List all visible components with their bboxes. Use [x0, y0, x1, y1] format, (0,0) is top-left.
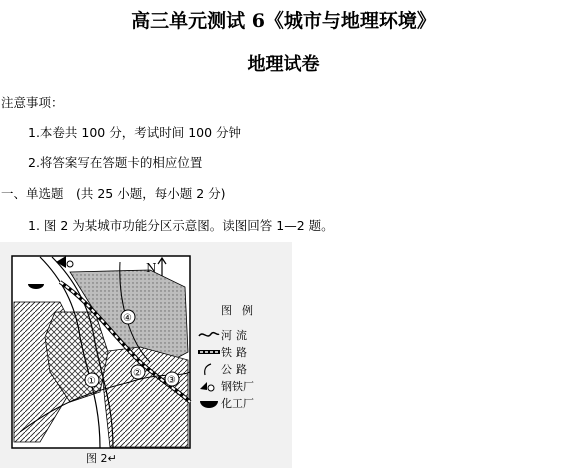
city-zoning-figure [0, 242, 292, 468]
steel-factory-icon [197, 379, 221, 393]
page-subtitle: 地理试卷 [247, 54, 320, 75]
north-label: N [146, 261, 157, 275]
railway-icon [197, 345, 221, 359]
notice-item-1: 1.本卷共 100 分，考试时间 100 分钟 [28, 125, 242, 140]
chemical-factory-icon [197, 396, 221, 410]
river-icon [197, 328, 221, 342]
legend-row-chemical: 化工厂 [197, 394, 287, 411]
zone-2-area [100, 347, 188, 447]
zone-label-2: ② [133, 368, 142, 379]
legend-row-railway: 铁路 [197, 343, 287, 360]
section-heading: 一、单选题 (共 25 小题，每小题 2 分) [1, 186, 226, 201]
notice-item-2: 2.将答案写在答题卡的相应位置 [28, 155, 203, 170]
page-title: 高三单元测试 6《城市与地理环境》 [131, 10, 436, 32]
notice-heading: 注意事项： [1, 95, 64, 110]
legend-row-river: 河流 [197, 326, 287, 343]
legend-row-road: 公路 [197, 360, 287, 377]
zone-label-1: ① [87, 376, 96, 387]
zone-label-4: ④ [123, 313, 132, 324]
figure-caption: 图 2↵ [86, 452, 117, 465]
legend-title: 图例 [221, 304, 263, 317]
road-icon [197, 362, 221, 376]
legend-row-steel: 钢铁厂 [197, 377, 287, 394]
zone-label-3: ③ [167, 375, 176, 386]
question-text: 1. 图 2 为某城市功能分区示意图。读图回答 1—2 题。 [28, 218, 334, 233]
map-legend [197, 302, 287, 411]
